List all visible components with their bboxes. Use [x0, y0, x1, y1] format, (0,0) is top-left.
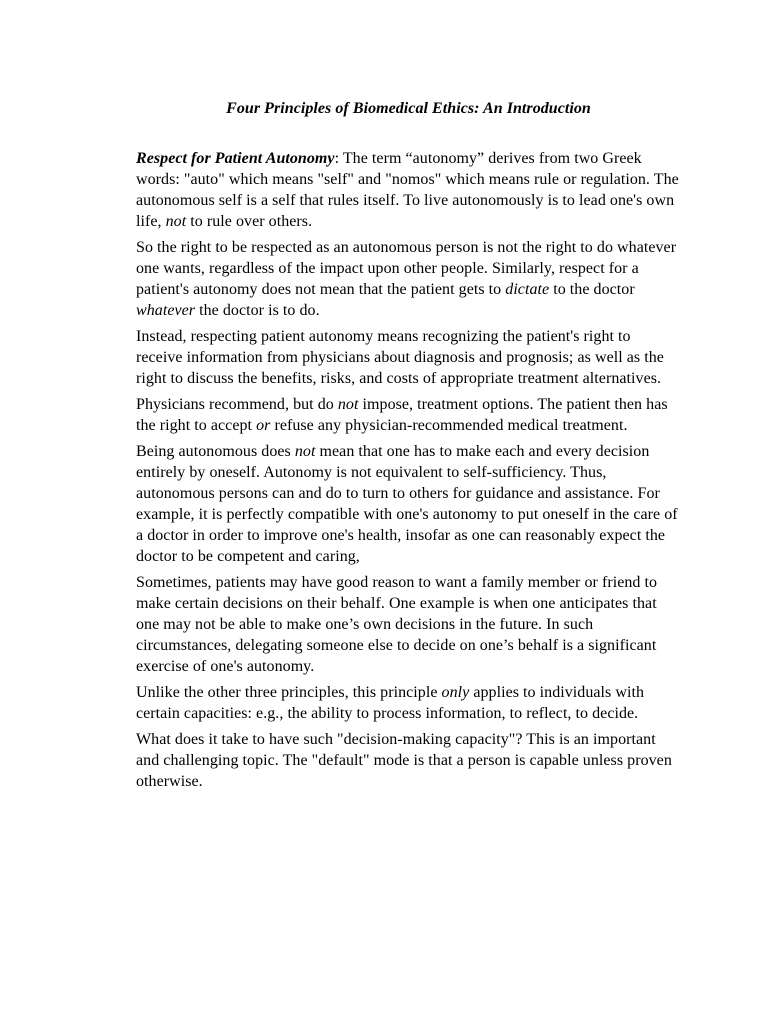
emphasis-text: only — [441, 684, 470, 701]
paragraph-physicians-recommend — [136, 394, 681, 436]
paragraph-text: to the doctor — [549, 281, 635, 298]
paragraph-respect-autonomy — [136, 148, 681, 232]
paragraph-text: refuse any physician-recommended medical treatment. — [270, 417, 628, 434]
paragraph-text: Physicians recommend, but do — [136, 396, 338, 413]
paragraph-text: Being autonomous does — [136, 443, 295, 460]
paragraph-sometimes: Sometimes, patients may have good reason to want a family member or friend to make certain decisions on their behalf. One example is when one anticipates that one may not be able to make one’s own decisions in the future. In such circumstances, delegating someone else to decide on one’s behalf is a significant exercise of one's autonomy. — [136, 574, 658, 675]
paragraph-being-autonomous — [136, 441, 681, 567]
paragraph-text: So the right to be respected as an autonomous person is not the right to do whatever one wants, regardless of the impact upon other people. Similarly, respect for a patient's autonomy does not mean that the patient gets to — [136, 239, 677, 298]
paragraph-right-to-be-respected — [136, 237, 681, 321]
paragraph-text: Unlike the other three principles, this principle — [136, 684, 442, 701]
emphasis-text: not — [294, 443, 316, 460]
paragraph-text: impose, treatment options. The patient then has the right to accept — [136, 396, 668, 434]
emphasis-text: dictate — [505, 281, 550, 298]
paragraph-instead: Instead, respecting patient autonomy means recognizing the patient's right to receive information from physicians about diagnosis and prognosis; as well as the right to discuss the benefits, risks, and costs of appropriate treatment alternatives. — [136, 328, 664, 387]
emphasis-text: not — [165, 213, 187, 230]
emphasis-text: whatever — [136, 302, 196, 319]
paragraph-text: : The term “autonomy” derives from two Greek words: "auto" which means "self" and "nomos" which means rule or regulation. The autonomous self is a self that rules itself. To live autonomously is to lead one's own life, — [136, 150, 679, 230]
document-title: Four Principles of Biomedical Ethics: An Introduction — [226, 100, 591, 117]
paragraph-text: to rule over others. — [186, 213, 313, 230]
emphasis-text: or — [256, 417, 271, 434]
paragraph-unlike-other-principles — [136, 682, 681, 724]
paragraph-text: the doctor is to do. — [195, 302, 320, 319]
paragraph-text: applies to individuals with certain capacities: e.g., the ability to process information, to reflect, to decide. — [136, 684, 645, 722]
paragraph-decision-making-capacity: What does it take to have such "decision-making capacity"? This is an important and challenging topic. The "default" mode is that a person is capable unless proven otherwise. — [136, 731, 672, 790]
paragraph-text: mean that one has to make each and every decision entirely by oneself. Autonomy is not equivalent to self-sufficiency. Thus, autonomous persons can and do to turn to others for guidance and assistance. For example, it is perfectly compatible with one's autonomy to put oneself in the care of a doctor in order to improve one's health, insofar as one can reasonably expect the doctor to be competent and caring, — [136, 443, 678, 565]
document-page — [136, 98, 681, 797]
emphasis-text: not — [337, 396, 359, 413]
section-lead-heading: Respect for Patient Autonomy — [136, 150, 335, 167]
